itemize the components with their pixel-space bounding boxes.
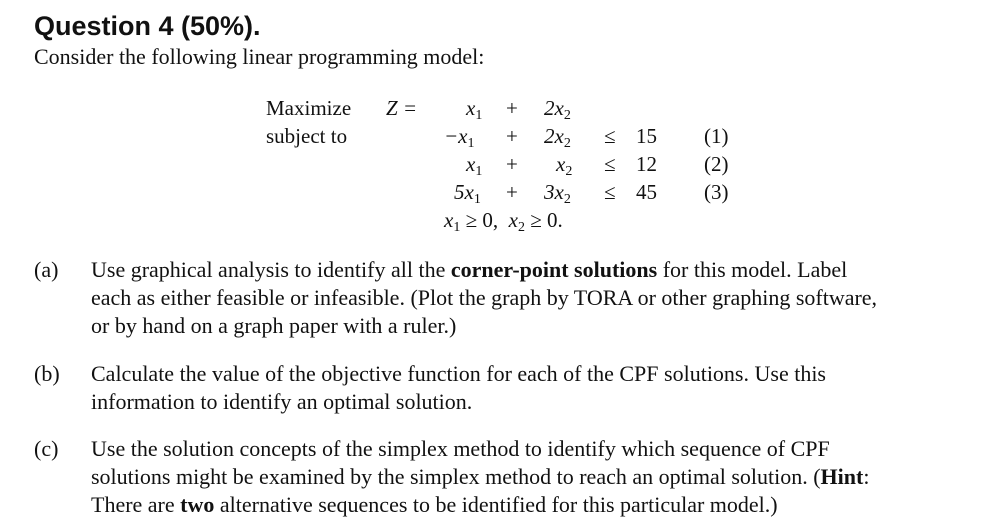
constraint-relation: ≤ bbox=[604, 124, 616, 148]
part-label: (b) bbox=[34, 361, 60, 386]
constraint-term-2: $3x_2$ bbox=[544, 180, 571, 207]
constraint-relation: ≤ bbox=[604, 152, 616, 176]
objective-term-2: $2x_2$ bbox=[544, 96, 571, 123]
part-label: (c) bbox=[34, 436, 59, 461]
constraint-term-1: $x_1$ bbox=[466, 152, 483, 179]
constraint-rhs: 12 bbox=[636, 152, 657, 176]
constraint-relation: ≤ bbox=[604, 180, 616, 204]
constraint-operator: + bbox=[506, 124, 518, 148]
part-label: (a) bbox=[34, 257, 59, 282]
constraint-rhs: 15 bbox=[636, 124, 657, 148]
constraint-term-2: $2x_2$ bbox=[544, 124, 571, 151]
constraint-operator: + bbox=[506, 152, 518, 176]
constraint-number: (3) bbox=[704, 180, 729, 204]
question-intro: Consider the following linear programming model: bbox=[34, 44, 485, 69]
objective-variable: Z = bbox=[386, 96, 418, 120]
constraint-term-1: $5x_1$ bbox=[454, 180, 481, 207]
objective-operator: + bbox=[506, 96, 518, 120]
constraint-term-2: $x_2$ bbox=[556, 152, 573, 179]
subject-to-label: subject to bbox=[266, 124, 348, 148]
constraint-number: (1) bbox=[704, 124, 729, 148]
part-text: Use graphical analysis to identify all the corner-point solutions for this model. Label each as either feasible or infeasible. (Plot the graph by TORA or other graphing software, or by hand on a graph paper with a ruler.) bbox=[91, 257, 878, 338]
part-text: Use the solution concepts of the simplex method to identify which sequence of CPF solutions might be examined by the simplex method to reach an optimal solution. (Hint: There are two alternative sequences to be identified for this particular model.) bbox=[91, 436, 870, 517]
constraint-number: (2) bbox=[704, 152, 729, 176]
constraint-operator: + bbox=[506, 180, 518, 204]
part-text: Calculate the value of the objective function for each of the CPF solutions. Use this information to identify an optimal solution. bbox=[91, 361, 826, 414]
question-title: Question 4 (50%). bbox=[34, 11, 261, 41]
constraint-rhs: 45 bbox=[636, 180, 657, 204]
maximize-label: Maximize bbox=[266, 96, 352, 120]
nonnegativity-constraints: $x_1 \ge 0$, $x_2 \ge 0$. bbox=[444, 208, 563, 235]
constraint-term-1: $-x_1$ bbox=[444, 124, 475, 151]
objective-term-1: $x_1$ bbox=[466, 96, 483, 123]
